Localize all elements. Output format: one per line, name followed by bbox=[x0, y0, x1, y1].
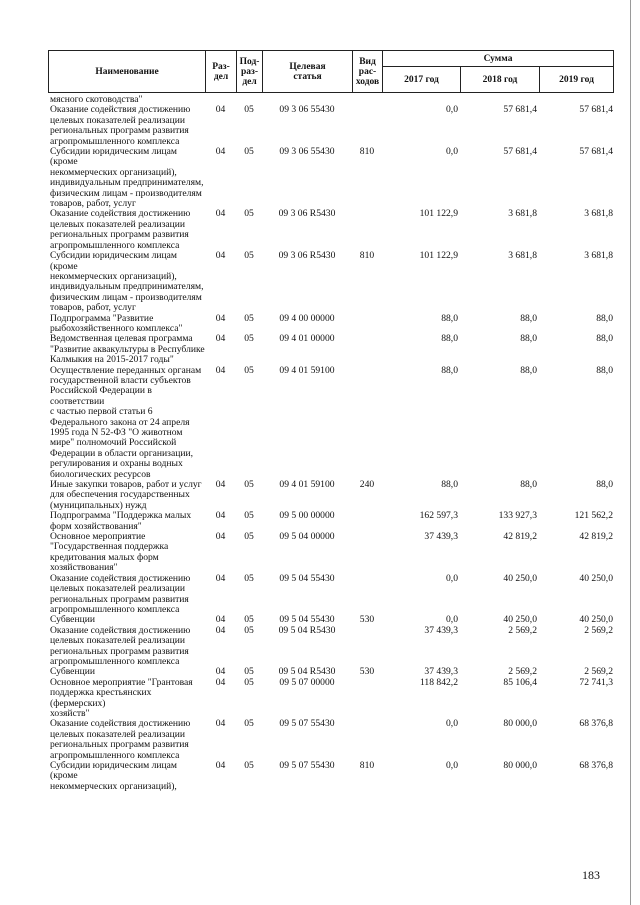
row-podrazdel: 05 bbox=[244, 572, 254, 584]
row-name: Основное мероприятие "Грантовая поддержка крестьянских (фермерских) хозяйств" bbox=[50, 676, 193, 719]
row-2017: 0,0 bbox=[446, 104, 458, 116]
row-vid: 810 bbox=[359, 760, 375, 771]
row-2017: 88,0 bbox=[441, 312, 458, 324]
row-name: Оказание содействия достижению целевых показателей реализации региональных программ развития агропромышленного комплекса bbox=[50, 718, 191, 761]
row-razdel: 04 bbox=[215, 614, 226, 626]
table-row bbox=[48, 209, 613, 251]
row-2018: 57 681,4 bbox=[503, 104, 537, 116]
row-2017: 88,0 bbox=[441, 333, 458, 345]
row-2019: 2 569,2 bbox=[584, 624, 613, 636]
header-razdel: Раз- дел bbox=[206, 51, 237, 93]
row-podrazdel: 05 bbox=[244, 624, 254, 636]
row-2019: 88,0 bbox=[596, 479, 613, 491]
row-razdel: 04 bbox=[215, 572, 226, 584]
row-target: 09 5 04 55430 bbox=[279, 572, 335, 584]
header-vid: Вид рас- ходов bbox=[353, 51, 383, 93]
table-row bbox=[48, 532, 613, 574]
row-podrazdel: 05 bbox=[244, 614, 254, 626]
row-2019: 88,0 bbox=[596, 364, 613, 376]
row-2018: 3 681,8 bbox=[508, 250, 537, 262]
row-razdel: 04 bbox=[215, 666, 226, 678]
row-podrazdel: 05 bbox=[244, 676, 254, 688]
row-vid bbox=[352, 719, 382, 761]
row-razdel: 04 bbox=[215, 624, 226, 636]
row-razdel: 04 bbox=[215, 718, 226, 730]
row-2018: 3 681,8 bbox=[508, 208, 537, 220]
row-2019: 121 562,2 bbox=[574, 510, 613, 522]
row-razdel: 04 bbox=[215, 760, 226, 771]
row-name: Субсидии юридическим лицам (кроме некоммерческих организаций), индивидуальным предпринимателям, физическим лицам - производителям товаров, работ, услуг bbox=[50, 146, 204, 210]
row-podrazdel: 05 bbox=[244, 760, 254, 771]
row-vid bbox=[352, 314, 382, 335]
row-2017: 0,0 bbox=[446, 760, 458, 771]
row-target: 09 4 01 59100 bbox=[279, 364, 335, 376]
row-podrazdel: 05 bbox=[244, 104, 254, 116]
table-body bbox=[48, 95, 613, 792]
row-target: 09 4 00 00000 bbox=[279, 312, 335, 324]
row-razdel: 04 bbox=[215, 510, 226, 522]
row-2017: 0,0 bbox=[446, 614, 458, 626]
row-vid bbox=[352, 95, 382, 105]
row-name: Оказание содействия достижению целевых показателей реализации региональных программ развития агропромышленного комплекса bbox=[50, 572, 191, 615]
row-vid: 530 bbox=[359, 614, 375, 626]
row-2019: 68 376,8 bbox=[579, 718, 613, 730]
row-target: 09 5 04 55430 bbox=[279, 614, 335, 626]
row-name: Оказание содействия достижению целевых показателей реализации региональных программ развития агропромышленного комплекса bbox=[50, 624, 191, 667]
row-2018: 133 927,3 bbox=[498, 510, 537, 522]
header-name: Наименование bbox=[49, 51, 206, 93]
row-vid bbox=[352, 105, 382, 147]
table-row bbox=[48, 105, 613, 147]
table-row bbox=[48, 719, 613, 761]
row-2017: 37 439,3 bbox=[424, 624, 458, 636]
row-razdel: 04 bbox=[215, 531, 226, 543]
row-podrazdel: 05 bbox=[244, 510, 254, 522]
row-name: Субвенции bbox=[50, 614, 95, 626]
row-podrazdel: 05 bbox=[244, 333, 254, 345]
row-name: Оказание содействия достижению целевых показателей реализации региональных программ развития агропромышленного комплекса bbox=[50, 104, 191, 147]
row-vid bbox=[352, 334, 382, 365]
row-2017: 0,0 bbox=[446, 146, 458, 158]
table-row bbox=[48, 366, 613, 480]
row-target: 09 3 06 R5430 bbox=[278, 208, 336, 220]
row-target: 09 4 01 59100 bbox=[279, 479, 335, 491]
row-vid bbox=[352, 209, 382, 251]
row-2018: 40 250,0 bbox=[503, 614, 537, 626]
row-vid bbox=[352, 511, 382, 532]
row-podrazdel: 05 bbox=[244, 208, 254, 220]
row-2019: 40 250,0 bbox=[579, 614, 613, 626]
row-2019: 40 250,0 bbox=[579, 572, 613, 584]
row-target: 09 5 04 00000 bbox=[279, 531, 335, 543]
row-podrazdel: 05 bbox=[244, 531, 254, 543]
row-podrazdel: 05 bbox=[244, 479, 254, 491]
row-razdel: 04 bbox=[215, 333, 226, 345]
table-row bbox=[48, 334, 613, 365]
table-row bbox=[48, 761, 613, 792]
header-2018: 2018 год bbox=[461, 67, 540, 93]
row-2017: 0,0 bbox=[446, 718, 458, 730]
row-2018: 57 681,4 bbox=[503, 146, 537, 158]
page-edge-line bbox=[630, 0, 631, 905]
row-target: 09 5 04 R5430 bbox=[278, 666, 336, 678]
row-2019: 42 819,2 bbox=[579, 531, 613, 543]
row-2019: 57 681,4 bbox=[579, 146, 613, 158]
row-razdel: 04 bbox=[215, 676, 226, 688]
row-name: мясного скотоводства" bbox=[50, 94, 143, 105]
row-2017: 37 439,3 bbox=[424, 666, 458, 678]
row-podrazdel: 05 bbox=[244, 718, 254, 730]
table-row bbox=[48, 314, 613, 335]
row-name: Иные закупки товаров, работ и услуг для обеспечения государственных (муниципальных) нужд bbox=[50, 479, 202, 511]
row-name: Основное мероприятие "Государственная поддержка кредитования малых форм хозяйствования" bbox=[50, 531, 169, 574]
row-name: Ведомственная целевая программа "Развитие аквакультуры в Республике Калмыкия на 2015-2017 годы" bbox=[50, 333, 205, 366]
row-2018: 88,0 bbox=[520, 479, 537, 491]
row-vid bbox=[352, 532, 382, 574]
row-target: 09 4 01 00000 bbox=[279, 333, 335, 345]
row-target: 09 5 07 55430 bbox=[279, 760, 335, 771]
page-number: 183 bbox=[582, 868, 600, 882]
row-2018: 88,0 bbox=[520, 312, 537, 324]
row-vid: 530 bbox=[359, 666, 375, 678]
row-target: 09 5 04 R5430 bbox=[278, 624, 336, 636]
header-podrazdel: Под- раз- дел bbox=[237, 51, 263, 93]
row-2017: 37 439,3 bbox=[424, 531, 458, 543]
row-podrazdel: 05 bbox=[244, 312, 254, 324]
row-2018: 40 250,0 bbox=[503, 572, 537, 584]
row-target: 09 3 06 55430 bbox=[279, 104, 335, 116]
row-2018: 80 000,0 bbox=[503, 760, 537, 771]
row-2019: 3 681,8 bbox=[584, 208, 613, 220]
row-2017: 101 122,9 bbox=[419, 208, 458, 220]
row-2017: 118 842,2 bbox=[419, 676, 458, 688]
row-target: 09 3 06 R5430 bbox=[278, 250, 336, 262]
row-podrazdel: 05 bbox=[244, 364, 254, 376]
row-name: Субсидии юридическим лицам (кроме некоммерческих организаций), bbox=[50, 760, 177, 792]
row-2018: 42 819,2 bbox=[503, 531, 537, 543]
row-2019: 3 681,8 bbox=[584, 250, 613, 262]
row-name: Подпрограмма "Поддержка малых форм хозяйствования" bbox=[50, 510, 192, 532]
row-razdel: 04 bbox=[215, 104, 226, 116]
row-razdel: 04 bbox=[215, 250, 226, 262]
row-2018: 80 000,0 bbox=[503, 718, 537, 730]
row-razdel: 04 bbox=[215, 364, 226, 376]
row-vid: 240 bbox=[359, 479, 375, 491]
row-target: 09 5 07 00000 bbox=[279, 676, 335, 688]
row-vid: 810 bbox=[359, 146, 375, 158]
row-vid bbox=[352, 626, 382, 668]
table-header bbox=[48, 50, 614, 93]
row-2018: 2 569,2 bbox=[508, 624, 537, 636]
row-name: Оказание содействия достижению целевых показателей реализации региональных программ развития агропромышленного комплекса bbox=[50, 208, 191, 251]
row-target: 09 5 00 00000 bbox=[279, 510, 335, 522]
row-razdel: 04 bbox=[215, 208, 226, 220]
row-razdel: 04 bbox=[215, 479, 226, 491]
row-2019: 57 681,4 bbox=[579, 104, 613, 116]
row-podrazdel: 05 bbox=[244, 146, 254, 158]
row-2017: 0,0 bbox=[446, 572, 458, 584]
row-podrazdel: 05 bbox=[244, 250, 254, 262]
row-podrazdel: 05 bbox=[244, 666, 254, 678]
row-2017: 88,0 bbox=[441, 479, 458, 491]
row-vid bbox=[352, 574, 382, 616]
row-name: Субсидии юридическим лицам (кроме некоммерческих организаций), индивидуальным предпринимателям, физическим лицам - производителям товаров, работ, услуг bbox=[50, 250, 204, 314]
table-row bbox=[48, 511, 613, 532]
row-vid bbox=[352, 366, 382, 480]
row-2019: 2 569,2 bbox=[584, 666, 613, 678]
header-sum: Сумма bbox=[383, 51, 614, 67]
row-target: 09 5 07 55430 bbox=[279, 718, 335, 730]
header-2017: 2017 год bbox=[383, 67, 461, 93]
row-2017: 88,0 bbox=[441, 364, 458, 376]
row-2018: 88,0 bbox=[520, 333, 537, 345]
row-2018: 85 106,4 bbox=[503, 676, 537, 688]
header-2019: 2019 год bbox=[540, 67, 614, 93]
table-row bbox=[48, 574, 613, 616]
row-razdel: 04 bbox=[215, 312, 226, 324]
table-row bbox=[48, 251, 613, 313]
row-2017: 101 122,9 bbox=[419, 250, 458, 262]
table-row bbox=[48, 147, 613, 209]
row-name: Подпрограмма "Развитие рыбохозяйственного комплекса" bbox=[50, 312, 183, 334]
row-name: Субвенции bbox=[50, 666, 95, 678]
row-vid bbox=[352, 678, 382, 720]
row-vid: 810 bbox=[359, 250, 375, 262]
table-row bbox=[48, 626, 613, 668]
row-2019: 72 741,3 bbox=[579, 676, 613, 688]
row-name: Осуществление переданных органам государственной власти субъектов Российской Федерации в соответствии с частью первой статьи 6 Федерального закона от 24 апреля 1995 года N 52-ФЗ "О животном мире" полномочий Российской Федерации в области организации, регулирования и охраны водных биологических ресурсов bbox=[50, 364, 202, 480]
row-target: 09 3 06 55430 bbox=[279, 146, 335, 158]
row-2019: 88,0 bbox=[596, 312, 613, 324]
row-2019: 68 376,8 bbox=[579, 760, 613, 771]
row-2018: 88,0 bbox=[520, 364, 537, 376]
row-razdel: 04 bbox=[215, 146, 226, 158]
row-2017: 162 597,3 bbox=[419, 510, 458, 522]
row-2019: 88,0 bbox=[596, 333, 613, 345]
row-2018: 2 569,2 bbox=[508, 666, 537, 678]
table-row bbox=[48, 678, 613, 720]
header-target: Целевая статья bbox=[263, 51, 353, 93]
table-row bbox=[48, 480, 613, 511]
